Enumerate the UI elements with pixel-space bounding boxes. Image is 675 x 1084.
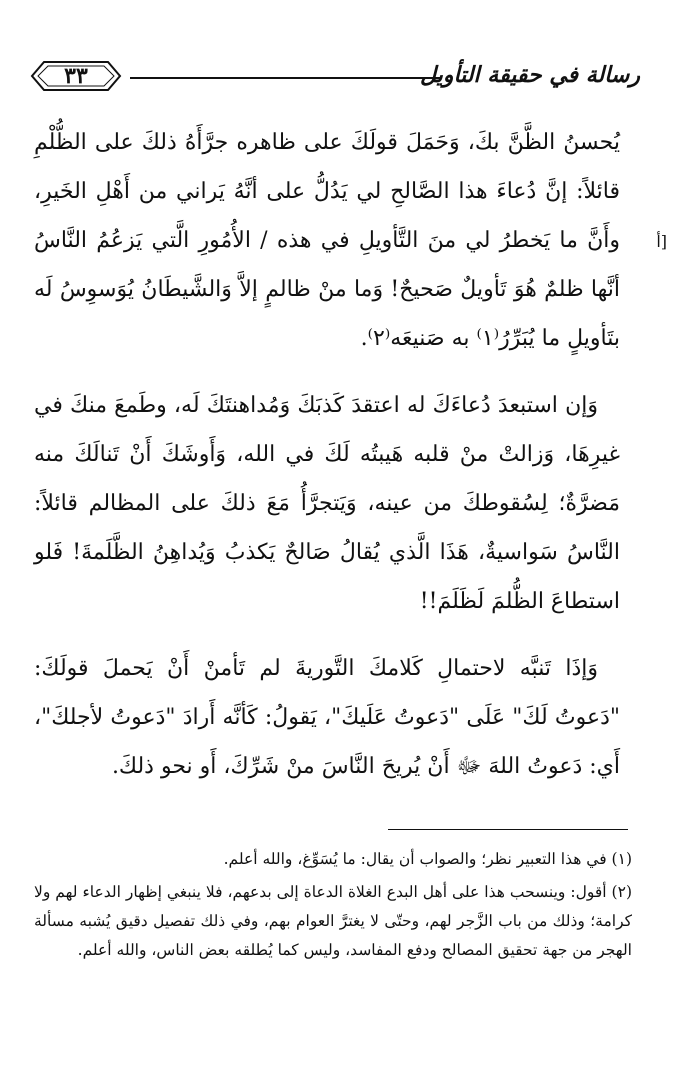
paragraph: وَإذَا تَنبَّه لاحتمالِ كَلامكَ التَّوريةَ لم تَأمنْ أَنْ يَحملَ قولَكَ: "دَعوتُ لَكَ" عَلَى "دَعوتُ عَلَيكَ"، يَقولُ: كَأنَّه أَرادَ "دَعوتُ لأجلكَ"، أَي: دَعوتُ اللهَ ﷻ أَنْ يُريحَ النَّاسَ منْ شَرِّكَ، أَو نحو ذلكَ.	[34, 656, 620, 779]
footnote: (١) في هذا التعبير نظر؛ والصواب أن يقال: ما يُسَوِّغ، والله أعلم.	[223, 850, 632, 868]
footnote: (٢) أقول: وينسحب هذا على أهل البدع الغلاة الدعاة إلى بدعهم، فلا ينبغي إظهار الدعاء لهم ولا كرامة؛ وذلك من باب الزَّجر لهم، وحتّى لا يغترَّ العوام بهم، وفي ذلك تفصيل دقيق يُشبه مسألة الهجر من جهة تحقيق المصالح ودفع المفاسد، وليس كما يُطلقه بعض الناس، والله أعلم.	[34, 883, 632, 959]
running-title: رسالة في حقيقة التأويل	[420, 62, 640, 88]
page-header	[30, 60, 640, 100]
page-number: ٣٣	[64, 63, 88, 89]
header-rule	[130, 77, 440, 79]
margin-marker: [أ	[656, 232, 667, 251]
main-text	[34, 118, 620, 809]
footnote-separator	[388, 829, 628, 830]
paragraph: وَإن استبعدَ دُعاءَكَ له اعتقدَ كَذبَكَ وَمُداهنتَكَ لَه، وطَمعَ منكَ في غيرِهَا، وَزالتْ منْ قلبه هَيبتُه لَكَ في الله، وَأَوشَكَ أَنْ تَنالَكَ منه مَضرَّةٌ؛ لِسُقوطكَ من عينه، وَيَتجرَّأُ مَعَ ذلكَ على المظالم قائلاً: النَّاسُ سَواسيةٌ، هَذَا الَّذي يُقالُ صَالحٌ يَكذبُ وَيُداهِنُ الظَّلَمةَ! فَلو استطاعَ الظُّلمَ لَظَلَمَ!!	[34, 393, 620, 614]
page-number-badge	[30, 60, 122, 92]
paragraph: يُحسنُ الظَّنَّ بكَ، وَحَمَلَ قولَكَ على ظاهره جرَّأَهُ ذلكَ على الظُّلْمِ قائلاً: إنَّ دُعاءَ هذا الصَّالحِ لي يَدُلُّ على أنَّهُ يَراني من أَهْلِ الخَيرِ، وأَنَّ ما يَخطرُ لي منَ التَّأويلِ في هذه / الأُمُورِ الَّتي يَزعُمُ النَّاسُ أنَّها ظلمٌ هُوَ تَأويلٌ صَحيحٌ! وَما منْ ظالمٍ إلاَّ وَالشَّيطَانُ يُوَسوِسُ لَه بتَأويلٍ ما يُبَرِّرُ⁽١⁾ به صَنيعَه⁽٢⁾.	[34, 130, 620, 351]
footnotes	[34, 845, 632, 969]
